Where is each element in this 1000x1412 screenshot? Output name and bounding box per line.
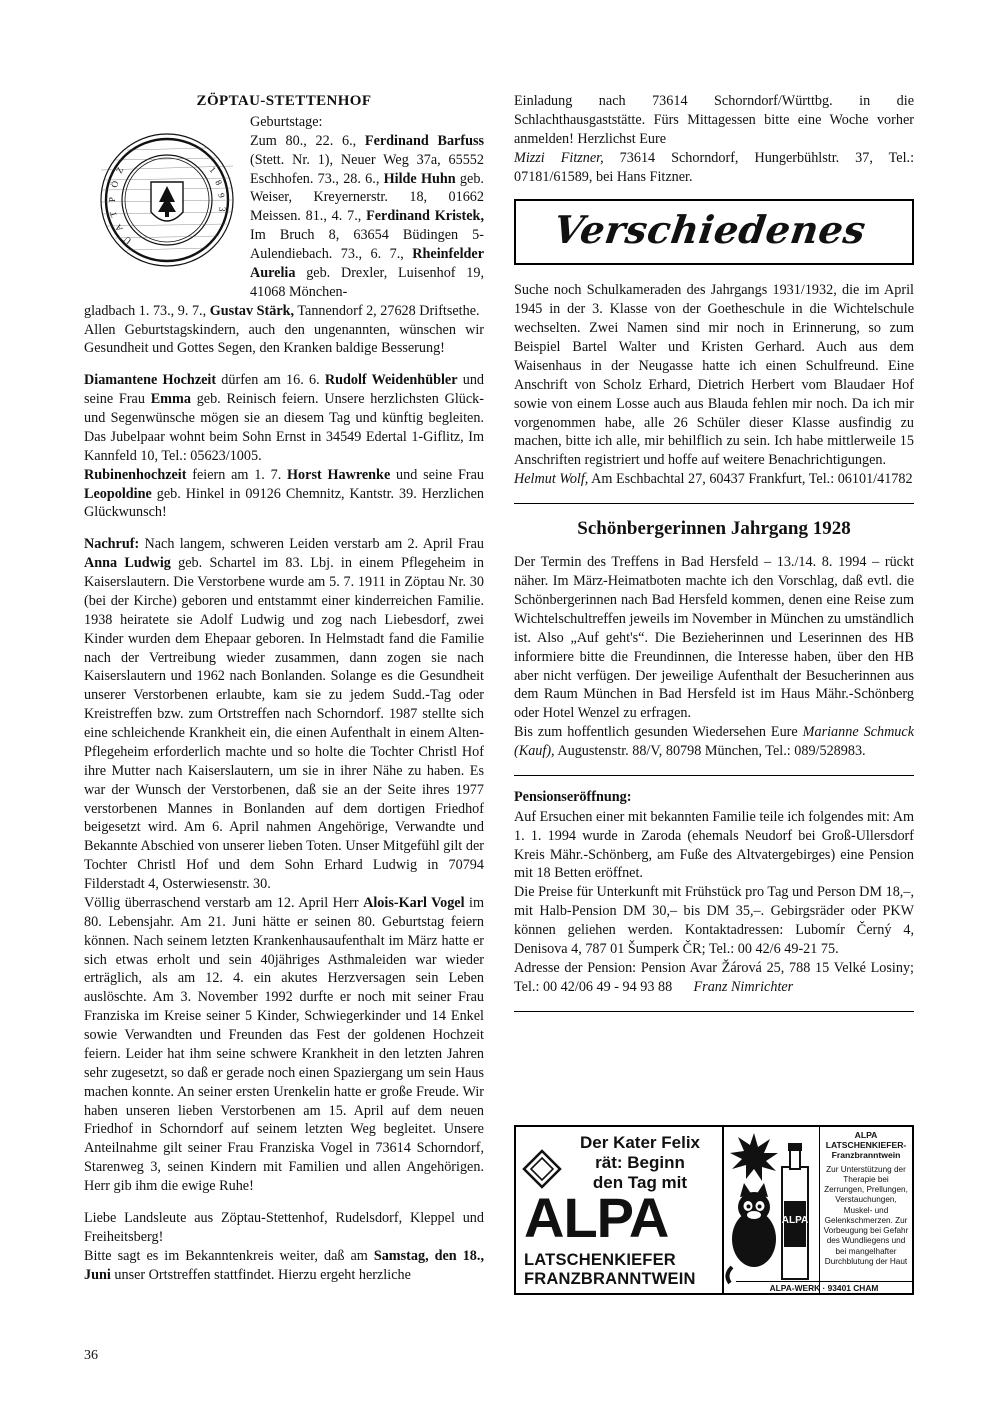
birthday-text-5: geb. Drexler, Luisenhof 19, 41068 Mönchen- — [250, 264, 484, 300]
svg-text:A: A — [112, 222, 125, 234]
invitation-signature — [514, 149, 914, 187]
closing-greeting: Liebe Landsleute aus Zöptau-Stettenhof, Rudelsdorf, Kleppel und Freiheitsberg! — [84, 1209, 484, 1245]
birthday-name-2: Hilde Huhn — [383, 170, 456, 187]
birthday-text-2: (Stett. Nr. 1), Neuer Weg 37a, 65552 Eschhofen. 73., 28. 6., — [250, 151, 484, 187]
svg-text:9: 9 — [216, 192, 227, 199]
svg-text:Z: Z — [113, 165, 126, 175]
misc-signature-address: Am Eschbachtal 27, 60437 Frankfurt, Tel.: 06101/41782 — [588, 471, 913, 488]
svg-text:8: 8 — [213, 178, 225, 187]
signature-address: 73614 Schorndorf, Hungerbühlstr. 37, Tel.: 07181/61589, bei Hans Fitzner. — [514, 149, 915, 185]
ad-subtitle-latschenkiefer: LATSCHENKIEFER — [524, 1251, 676, 1269]
svg-text:3: 3 — [217, 207, 227, 212]
ad-brand-wordmark: ALPA — [524, 1186, 669, 1249]
birthday-text-3: geb. Weiser, Kreyernerstr. 18, 01662 Meissen. 81., 4. 7., — [250, 170, 484, 225]
ad-subtitle-franzbranntwein: FRANZBRANNTWEIN — [524, 1270, 696, 1288]
birthday-name-1: Ferdinand Barfuss — [364, 132, 485, 149]
closing-invitation — [84, 1247, 484, 1285]
misc-notice: Suche noch Schulkameraden des Jahrgangs 1931/1932, die im April 1945 in der 3. Klasse von der Goetheschule in die Wichtelschule wechselten. Zwei Namen sind mir noch in Erinnerung, so zum Beispiel Bartel Walter und Kristen Gerhard. Auch aus dem Waisenhaus in der Neugasse hatte ich einen Schulfreund. Eine Anschrift von Scholz Erhard, Dietrich Herbert vom Blaudaer Hof sowie von einem Losse auch aus Blauda fehlen mir noch. Da ich mir vorgenommen habe, alle 26 Schüler dieser Klasse ausfindig zu machen, bitte ich alle, mir behilflich zu sein. Ich habe mittlerweile 15 Anschriften registriert und hoffe auf weitere Benachrichtigungen. — [514, 282, 914, 469]
left-column — [84, 92, 484, 1284]
schoenbergerinnen-body: Der Termin des Treffens in Bad Hersfeld – 13./14. 8. 1994 – rückt näher. Im März-Heimatboten machte ich den Vorschlag, daß evtl. die Schönbergerinnen nach Bad Hersfeld kommen, denen eine Reise zum Wichtelschultreffen jeweils im November in München zu umständlich ist. Also „Auf geht's“. Die Bezieherinnen und Leserinnen des HB informiere bitte die Freundinnen, die Interesse haben, über den HB aber nicht verfügen. Der jeweilige Aufenthalt der Besucherinnen aus dem Raum München in Bad Hersfeld ist im Haus Mähr.-Schönberg oder Hotel Wenzel zu erfragen. — [514, 554, 914, 722]
svg-text:T: T — [107, 210, 119, 219]
birthdays-entries — [250, 132, 484, 302]
page-number: 36 — [84, 1348, 98, 1363]
ruby-name-1: Horst Hawrenke — [287, 466, 391, 483]
verschiedenes-banner-text: Verschiedenes — [550, 207, 869, 253]
verschiedenes-banner — [514, 199, 914, 265]
birthdays-continuation — [84, 302, 484, 321]
misc-signature-name: Helmut Wolf, — [514, 471, 589, 488]
schoenbergerinnen-closing: Bis zum hoffentlich gesunden Wiedersehen Eure — [514, 724, 803, 741]
closing-text-2: Bitte sagt es im Bekanntenkreis weiter, daß am — [84, 1247, 374, 1264]
birthday-cont-text: gladbach 1. 73., 9. 7., — [84, 302, 210, 319]
right-column — [514, 92, 914, 1024]
closing-date: Samstag, den 18., Juni — [84, 1247, 484, 1283]
ruby-text-3: geb. Hinkel in 09126 Chemnitz, Kantstr. 39. Herzlichen Glückwunsch! — [84, 485, 484, 521]
svg-text:ALPA: ALPA — [781, 1215, 809, 1226]
pension-title: Pensionseröffnung: — [514, 788, 632, 805]
ruby-name-2: Leopoldine — [84, 485, 152, 502]
village-seal-image — [84, 130, 250, 270]
pension-address: Adresse der Pension: Pension Avar Žárová 25, 788 15 Velké Losiny; Tel.: 00 42/06 49 - 94 93 88 — [514, 959, 914, 995]
diamond-decoration-icon — [522, 1149, 562, 1189]
pension-signer: Franz Nimrichter — [693, 978, 794, 995]
obituary2-name-1: Alois-Karl Vogel — [363, 894, 465, 911]
schoenbergerinnen-address: Augustenstr. 88/V, 80798 München, Tel.: 089/528983. — [554, 743, 866, 760]
diamond-name-1: Rudolf Weidenhübler — [324, 372, 458, 389]
svg-text:Ö: Ö — [109, 179, 121, 189]
ad-right-brand-line1: ALPA LATSCHENKIEFER- — [825, 1130, 907, 1150]
svg-text:U: U — [121, 234, 134, 247]
pension-body-2: Die Preise für Unterkunft mit Frühstück pro Tag und Person DM 18,–, mit Halb-Pension DM 30,– bis DM 35,–. Gebirgsräder oder PKW können geliehen werden. Kontaktadressen: Lubomír Černý 4, Denisova 4, 787 01 Šumperk ČR; Tel.: 00 42/6 49-21 75. — [514, 884, 914, 957]
divider-1 — [514, 503, 914, 504]
ad-slogan — [560, 1133, 720, 1193]
birthday-name-5: Gustav Stärk, — [209, 302, 295, 319]
pension-body-3 — [514, 959, 914, 997]
birthday-text-6: Tannendorf 2, 27628 Driftsethe. — [294, 302, 480, 319]
diamond-anniversary — [84, 371, 484, 465]
diamond-text-2: und seine Frau — [84, 372, 484, 408]
birthdays-block — [250, 113, 484, 302]
birthday-name-4: Rheinfelder Aurelia — [250, 246, 484, 281]
ad-right-brand — [823, 1131, 909, 1161]
advertisement-alpa — [514, 1125, 914, 1295]
ad-right-brand-line2: Franzbranntwein — [831, 1149, 901, 1160]
schoenbergerinnen-signer: Marianne Schmuck (Kauf), — [514, 724, 914, 760]
page-title: ZÖPTAU-STETTENHOF — [196, 93, 372, 109]
schoenbergerinnen-signature — [514, 723, 914, 761]
section-title-schoenbergerinnen: Schönbergerinnen Jahrgang 1928 — [577, 518, 851, 539]
closing-text-3: unser Ortstreffen stattfindet. Hierzu ergeht herzliche — [110, 1266, 411, 1283]
ad-slogan-line3: den Tag mit — [592, 1173, 688, 1193]
invitation-continued: Einladung nach 73614 Schorndorf/Württbg. in die Schlachthausgaststätte. Fürs Mittagessen bitte eine Woche vorher anmelden! Herzlichst Eure — [514, 93, 914, 147]
obituary-text-1: Nach langem, schweren Leiden verstarb am 2. April Frau — [139, 536, 484, 553]
obituary-name-1: Anna Ludwig — [84, 555, 171, 572]
birthday-wishes: Allen Geburtstagskindern, auch den ungenannten, wünschen wir Gesundheit und Gottes Segen, den Kranken baldige Besserung! — [84, 321, 484, 357]
svg-text:P: P — [106, 196, 117, 203]
ad-left-panel — [516, 1127, 724, 1293]
ruby-anniversary — [84, 466, 484, 523]
ad-right-body: Zur Unterstützung der Therapie bei Zerrungen, Prellungen, Verstauchungen, Muskel- und Gelenkschmerzen. Zur Vorbeugung bei Gefahr des Wundliegens und bei mangelhafter Durchblutung der Haut — [823, 1164, 909, 1266]
ad-slogan-line1: Der Kater Felix — [580, 1133, 700, 1152]
ruby-text-1: feiern am 1. 7. — [186, 466, 288, 483]
misc-signature — [514, 470, 914, 489]
svg-text:1: 1 — [207, 164, 218, 175]
ruby-text-2: und seine Frau — [390, 466, 484, 483]
ad-cat-illustration — [724, 1127, 820, 1293]
divider-2 — [514, 775, 914, 776]
pension-body-1: Auf Ersuchen einer mit bekannten Familie teile ich folgendes mit: Am 1. 1. 1994 wurde in Zaroda (ehemals Neudorf bei Groß-Ullersdorf Kreis Mähr.-Schönberg, am Fuße des Altvatergebirges) eine Pension mit 18 Betten eröffnet. — [514, 808, 914, 882]
birthdays-label: Geburtstage: — [250, 113, 323, 130]
obituary-label: Nachruf: — [84, 536, 140, 553]
birthday-name-3: Ferdinand Kristek, — [366, 208, 484, 225]
obituary2-text-1: Völlig überraschend verstarb am 12. April Herr — [84, 894, 364, 911]
signature-name: Mizzi Fitzner, — [514, 149, 604, 166]
diamond-name-2: Emma — [150, 391, 191, 408]
diamond-label: Diamantene Hochzeit — [84, 372, 217, 389]
divider-3 — [514, 1011, 914, 1012]
diamond-text-3: geb. Reinisch feiern. Unsere herzlichsten Glück- und Segenwünsche mögen sie an diesem Tag und künftig begleiten. Das Jubelpaar wohnt beim Sohn Ernst in 34549 Edertal 1-Giflitz, Im Kannfeld 10, Tel.: 05623/1005. — [84, 391, 484, 464]
ruby-label: Rubinenhochzeit — [84, 466, 187, 483]
birthday-text-4: Im Bruch 8, 63654 Büdingen 5-Aulendiebach. 73., 6. 7., — [250, 227, 484, 263]
ad-right-panel — [820, 1127, 912, 1293]
obituary-one — [84, 535, 484, 894]
obituary-two — [84, 894, 484, 1196]
obituary-text-2: geb. Schartel im 83. Lbj. in einem Pflegeheim in Kaiserslautern. Die Verstorbene wurde am 5. 7. 1911 in Zöptau Nr. 30 (bei der Kirche) geboren und entstammt einer kinderreichen Familie. 1938 heiratete sie Adolf Ludwig und zog nach Liebesdorf, zwei Kinder wurden dem Ehepaar geboren. In Helmstadt fand die Familie nach der Vertreibung wieder zusammen, dann zogen sie nach Kaiserslautern und 1962 nach Bonlanden. Solange es die Gesundheit unserer Verstorbenen erlaubte, kam sie zu jedem Sudd.-Tag oder Kreistreffen bzw. zum Ortstreffen nach Schorndorf. 1987 stellte sich eine schleichende Krankheit ein, die einen Aufenthalt in einem Alten-Pflegeheim erforderlich machte und so holte die Tochter Christl Hof ihre Mutter nach Kaiserslautern, um sie in ihrer Nähe zu haben. Es war der Wunsch der Verstorbenen, daß sie an der Seite ihres 1977 verstorbenen Mannes in Bonlanden auf dem dortigen Friedhof beigesetzt wird. Am 6. April nahmen Angehörige, Verwandte und Bekannte Abschied von unserer lieben Toten. Unser Mitgefühl gilt der Tochter Christl Hof und dem Sohn Erhard Ludwig in 70794 Filderstadt 4, Osterwiesenstr. 30. — [84, 555, 484, 893]
ad-slogan-line2: rät: Beginn — [595, 1153, 685, 1173]
birthday-text-1: Zum 80., 22. 6., — [250, 132, 365, 149]
diamond-text-1: dürfen am 16. 6. — [216, 372, 325, 389]
obituary2-text-2: im 80. Lebensjahr. Am 21. Juni hätte er seinen 80. Geburtstag feiern können. Nach seinem letzten Krankenhausaufenthalt im März hatte er sich etwas erholt und sein 40jähriges Asthmaleiden war wieder erträglich, als am 12. 4. ein akutes Herzversagen sein Leben auslöschte. Am 3. November 1992 durfte er noch mit seiner Frau Franziska im Kreise seiner 5 Kinder, Schwiegerkinder und 14 Enkel sowie Verwandten und Freunden das Fest der goldenen Hochzeit feiern. Leider hat ihm seine schwere Krankheit in den letzten Jahren sehr zugesetzt, so daß er gerade noch einen Spaziergang um sein Haus machen konnte. An seiner ersten Urenkelin hatte er große Freude. Wir haben unseren lieben Verstorbenen am 15. April auf dem neuen Friedhof in Schorndorf auf seinem letzten Weg begleitet. Unsere Anteilnahme gilt seiner Frau Franziska Vogel in 73614 Schorndorf, Starenweg 3, seinen Kindern mit Familien und allen Angehörigen. Herr gib ihm die ewige Ruhe! — [84, 894, 484, 1195]
ad-footer: ALPA-WERK · 93401 CHAM — [736, 1281, 912, 1293]
